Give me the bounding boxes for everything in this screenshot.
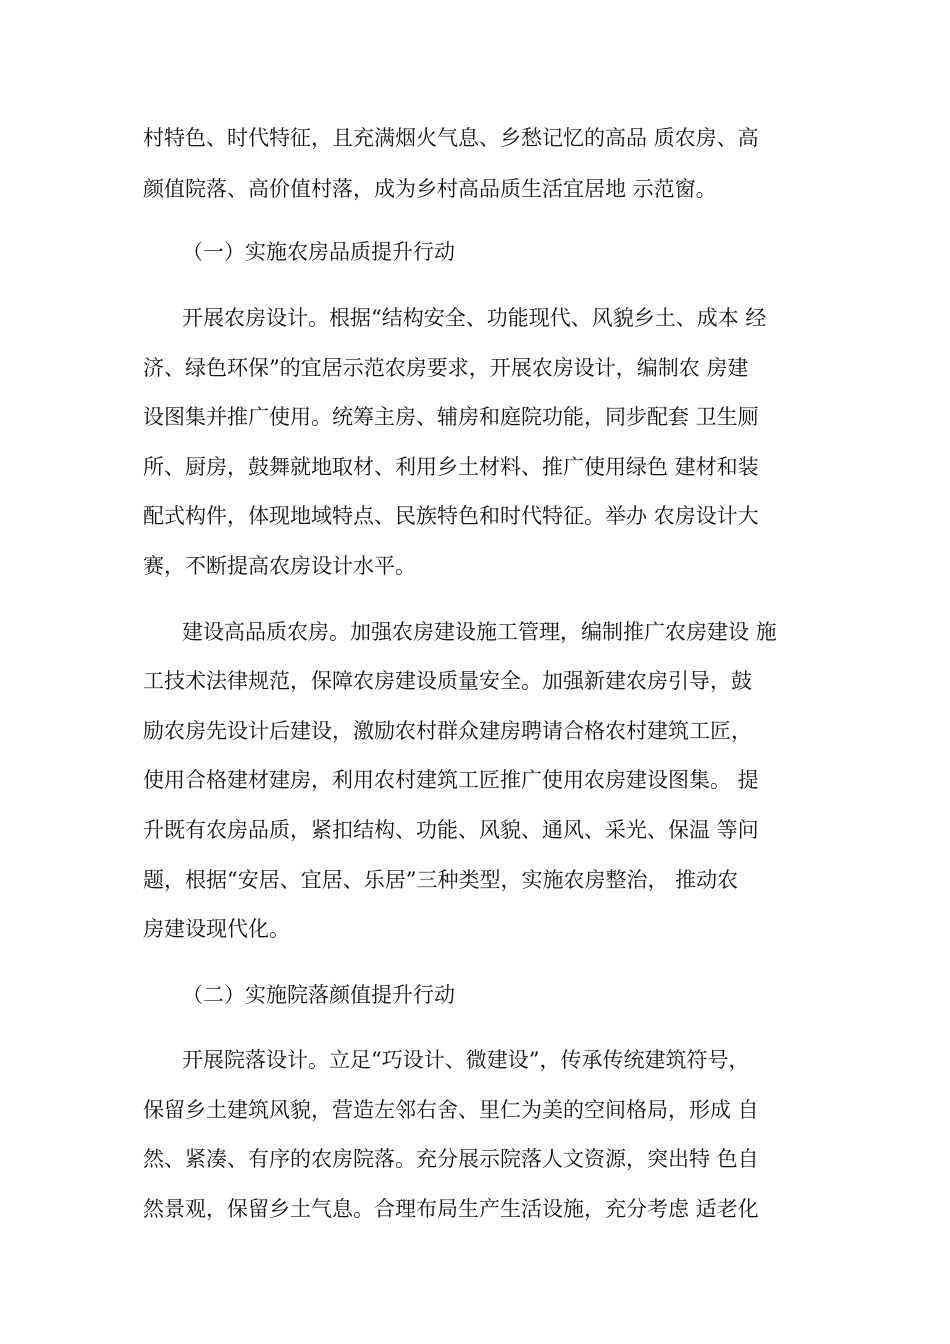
paragraph-line: 配式构件，体现地域特点、民族特色和时代特征。举办 农房设计大	[143, 504, 759, 528]
paragraph-line: 所、厨房，鼓舞就地取材、利用乡土材料、推广使用绿色 建材和装	[143, 455, 759, 479]
paragraph-line: 房建设现代化。	[143, 917, 290, 941]
section-heading: （二）实施院落颜值提升行动	[182, 983, 455, 1007]
section-heading: （一）实施农房品质提升行动	[182, 240, 455, 264]
paragraph-line: 工技术法律规范，保障农房建设质量安全。加强新建农房引导，鼓	[143, 669, 752, 693]
paragraph-line: 升既有农房品质，紧扣结构、功能、风貌、通风、采光、保温 等问	[143, 818, 759, 842]
paragraph-line: 济、绿色环保”的宜居示范农房要求，开展农房设计，编制农 房建	[143, 356, 749, 380]
paragraph-line: 使用合格建材建房，利用农村建筑工匠推广使用农房建设图集。 提	[143, 768, 759, 792]
paragraph-line: 保留乡土建筑风貌，营造左邻右舍、里仁为美的空间格局，形成 自	[143, 1098, 759, 1122]
paragraph-line: 开展农房设计。根据“结构安全、功能现代、风貌乡土、成本 经	[182, 306, 767, 330]
paragraph-line: 开展院落设计。立足“巧设计、微建设”，传承传统建筑符号，	[182, 1048, 750, 1072]
paragraph-line: 题，根据“安居、宜居、乐居”三种类型，实施农房整治， 推动农	[143, 868, 739, 892]
paragraph-line: 建设高品质农房。加强农房建设施工管理，编制推广农房建设 施	[182, 620, 777, 644]
paragraph-line: 设图集并推广使用。统筹主房、辅房和庭院功能，同步配套 卫生厕	[143, 405, 759, 429]
paragraph-line: 赛，不断提高农房设计水平。	[143, 554, 416, 578]
paragraph-line: 村特色、时代特征，且充满烟火气息、乡愁记忆的高品 质农房、高	[143, 126, 759, 150]
paragraph-line: 然、紧凑、有序的农房院落。充分展示院落人文资源，突出特 色自	[143, 1147, 759, 1171]
paragraph-line: 然景观，保留乡土气息。合理布局生产生活设施，充分考虑 适老化	[143, 1197, 759, 1221]
paragraph-line: 励农房先设计后建设，激励农村群众建房聘请合格农村建筑工匠，	[143, 719, 752, 743]
paragraph-line: 颜值院落、高价值村落，成为乡村高品质生活宜居地 示范窗。	[143, 177, 717, 201]
